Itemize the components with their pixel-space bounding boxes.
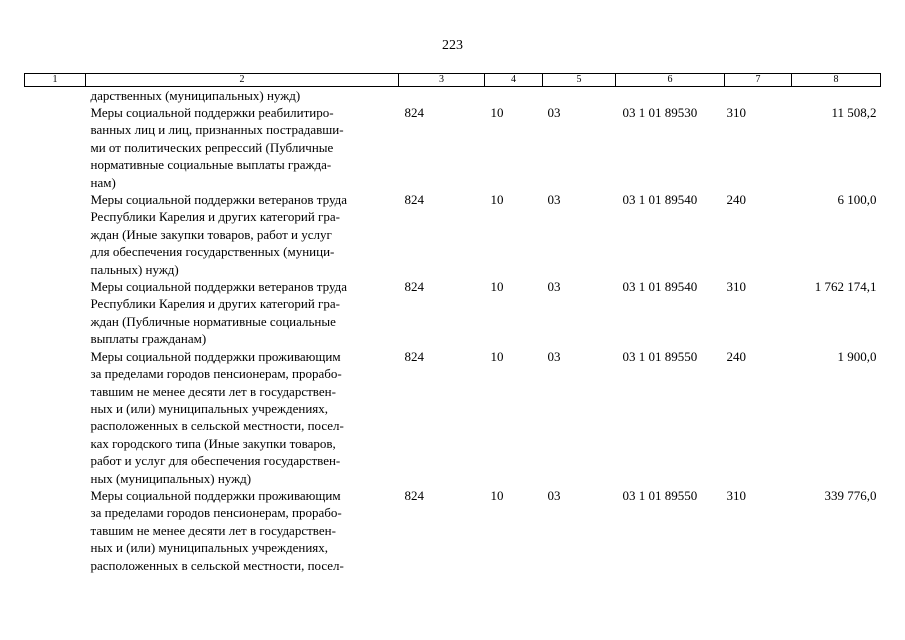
row-amount: 11 508,2 [831, 105, 877, 120]
row-description-line: Меры социальной поддержки проживающим [90, 348, 341, 364]
row-col1-cell [25, 191, 86, 278]
row-description-line: ных и (или) муниципальных учреждениях, [90, 400, 329, 416]
row-description [86, 278, 399, 348]
row-description-line: за пределами городов пенсионерам, прорабо- [90, 505, 342, 521]
row-description-line: Меры социальной поддержки проживающим [90, 487, 341, 503]
row-description-line: тавшим не менее десяти лет в государствен- [90, 383, 336, 399]
row-description-line: ванных лиц и лиц, признанных пострадавши- [90, 122, 344, 138]
row-section-code: 10 [490, 279, 504, 295]
row-expense-type: 310 [726, 105, 746, 120]
column-header-3: 3 [399, 74, 485, 87]
row-target-article: 03 1 01 89530 [622, 105, 698, 120]
row-description-line: Республики Карелия и других категорий гра- [90, 296, 340, 312]
row-subsection-code: 03 [547, 348, 561, 364]
row-description [86, 348, 399, 487]
row-subsection-code: 03 [547, 105, 561, 120]
row-col1-cell [25, 487, 86, 574]
row-description-line: за пределами городов пенсионерам, прорабо- [90, 366, 342, 382]
column-number-header [25, 74, 881, 87]
page-number: 223 [442, 38, 463, 53]
row-target-article: 03 1 01 89540 [622, 279, 698, 295]
budget-table [24, 73, 881, 574]
row-description-line: ных (муниципальных) нужд) [90, 470, 252, 486]
table-row [25, 278, 881, 348]
table-row [25, 191, 881, 278]
row-description-line: расположенных в сельской местности, посел- [90, 418, 344, 434]
row-expense-type: 310 [726, 279, 746, 295]
row-description-line: работ и услуг для обеспечения государствен- [90, 453, 341, 469]
row-section-code: 10 [490, 192, 504, 208]
row-col1-cell [25, 348, 86, 487]
row-description-line: Республики Карелия и других категорий гра- [90, 209, 340, 225]
row-description-line: Меры социальной поддержки ветеранов труда [90, 279, 348, 295]
row-admin-code: 824 [404, 192, 424, 208]
table-row [25, 348, 881, 487]
row-description-line: нормативные социальные выплаты гражда- [90, 157, 332, 173]
continuation-row [25, 87, 881, 105]
row-section-code: 10 [490, 487, 504, 503]
row-description [86, 487, 399, 574]
row-amount: 1 900,0 [837, 348, 877, 364]
table-row [25, 104, 881, 191]
column-header-5: 5 [543, 74, 616, 87]
row-description-line: ках городского типа (Иные закупки товаров, [90, 435, 336, 451]
row-description-line: расположенных в сельской местности, посел- [90, 557, 344, 573]
row-description-line: тавшим не менее десяти лет в государствен- [90, 522, 336, 538]
row-section-code: 10 [490, 105, 504, 120]
table-row [25, 487, 881, 574]
row-admin-code: 824 [404, 105, 424, 120]
row-description-line: ждан (Публичные нормативные социальные [90, 313, 336, 329]
row-subsection-code: 03 [547, 279, 561, 295]
row-subsection-code: 03 [547, 487, 561, 503]
column-header-8: 8 [792, 74, 881, 87]
row-col1-cell [25, 278, 86, 348]
column-header-1: 1 [25, 74, 86, 87]
row-admin-code: 824 [404, 279, 424, 295]
column-header-6: 6 [616, 74, 725, 87]
column-header-7: 7 [725, 74, 792, 87]
row-target-article: 03 1 01 89550 [622, 487, 698, 503]
row-description [86, 191, 399, 278]
row-amount: 1 762 174,1 [814, 279, 877, 295]
row-expense-type: 310 [726, 487, 746, 503]
row-description-line: пальных) нужд) [90, 261, 179, 277]
row-admin-code: 824 [404, 348, 424, 364]
row-description-line: для обеспечения государственных (муници- [90, 244, 335, 260]
row-description-line: Меры социальной поддержки ветеранов труда [90, 192, 348, 208]
row-section-code: 10 [490, 348, 504, 364]
row-target-article: 03 1 01 89540 [622, 192, 698, 208]
row-description-line: нам) [90, 174, 116, 190]
row-subsection-code: 03 [547, 192, 561, 208]
row-amount: 339 776,0 [824, 487, 877, 503]
row-amount: 6 100,0 [837, 192, 877, 208]
row-description-line: выплаты гражданам) [90, 331, 207, 347]
row-expense-type: 240 [726, 192, 746, 208]
row-col1-cell [25, 104, 86, 191]
row-description-line: Меры социальной поддержки реабилитиро- [90, 105, 334, 120]
row-description [86, 104, 399, 191]
column-header-2: 2 [86, 74, 399, 87]
row-description-line: ных и (или) муниципальных учреждениях, [90, 540, 329, 556]
row-admin-code: 824 [404, 487, 424, 503]
row-description-line: ждан (Иные закупки товаров, работ и услуг [90, 226, 332, 242]
continuation-text: дарственных (муниципальных) нужд) [90, 88, 301, 103]
column-header-4: 4 [485, 74, 543, 87]
row-description-line: ми от политических репрессий (Публичные [90, 139, 334, 155]
row-expense-type: 240 [726, 348, 746, 364]
row-target-article: 03 1 01 89550 [622, 348, 698, 364]
